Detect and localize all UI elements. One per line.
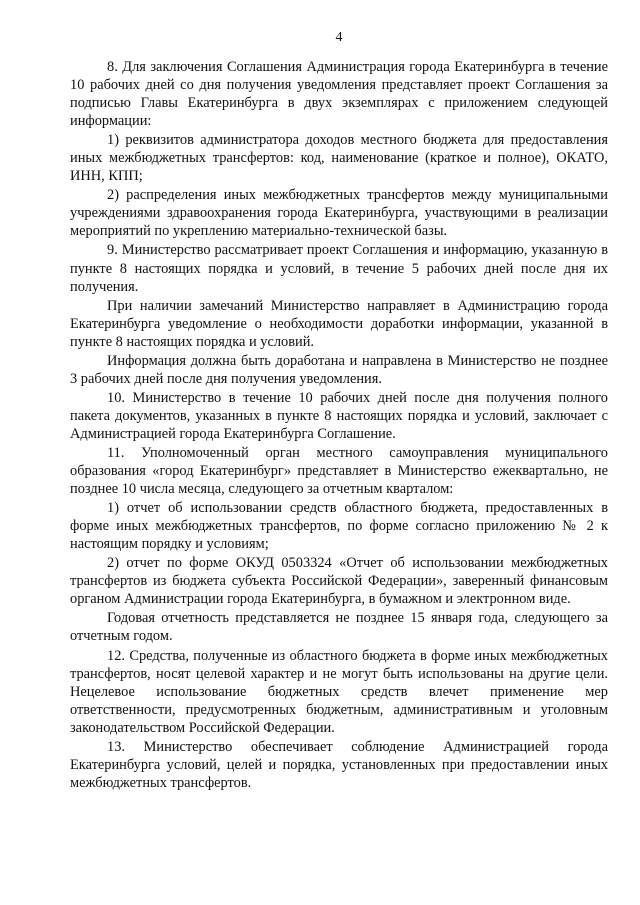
- paragraph-9: 9. Министерство рассматривает проект Соглашения и информацию, указанную в пункте 8 настоящих порядка и условий, в течение 5 рабочих дней после дня их получения.: [70, 242, 608, 295]
- paragraph-11: 11. Уполномоченный орган местного самоуправления муниципального образования «город Екатеринбург» представляет в Министерство ежеквартально, не позднее 10 числа месяца, следующего за отчетным кварталом:: [70, 444, 608, 498]
- paragraph-11-item-1: 1) отчет об использовании средств областного бюджета, предоставленных в форме иных межбюджетных трансфертов, по форме согласно приложению № 2 к настоящим порядку и условиям;: [70, 500, 608, 553]
- paragraph-8: 8. Для заключения Соглашения Администрация города Екатеринбурга в течение 10 рабочих дней со дня получения уведомления представляет проект Соглашения за подписью Главы Екатеринбурга в двух экземплярах с приложением следующей информации:: [70, 59, 608, 130]
- paragraph-10: 10. Министерство в течение 10 рабочих дней после дня получения полного пакета документов, указанных в пункте 8 настоящих порядка и условий, заключает с Администрацией города Екатеринбурга Соглашение.: [70, 389, 608, 442]
- document-body: [70, 58, 608, 792]
- paragraph-11-item-2: 2) отчет по форме ОКУД 0503324 «Отчет об использовании межбюджетных трансфертов из бюджета субъекта Российской Федерации», заверенный финансовым органом Администрации города Екатеринбурга, в бумажном и электронном виде.: [70, 555, 608, 608]
- page-number: 4: [335, 30, 343, 45]
- paragraph-8-item-1: 1) реквизитов администратора доходов местного бюджета для предоставления иных межбюджетных трансфертов: код, наименование (краткое и полное), ОКАТО, ИНН, КПП;: [70, 132, 608, 185]
- paragraph-11-annual: Годовая отчетность представляется не позднее 15 января года, следующего за отчетным годом.: [70, 610, 608, 645]
- paragraph-9-remarks: При наличии замечаний Министерство направляет в Администрацию города Екатеринбурга уведомление о необходимости доработки информации, указанной в пункте 8 настоящих порядка и условий.: [70, 297, 608, 350]
- paragraph-12: 12. Средства, полученные из областного бюджета в форме иных межбюджетных трансфертов, носят целевой характер и не могут быть использованы на другие цели. Нецелевое использование бюджетных средств влечет применение мер ответственности, предусмотренных бюджетным, административным и уголовным законодательством Российской Федерации.: [70, 647, 608, 736]
- paragraph-8-item-2: 2) распределения иных межбюджетных трансфертов между муниципальными учреждениями здравоохранения города Екатеринбурга, участвующими в реализации мероприятий по укреплению материально-технической базы.: [70, 187, 608, 240]
- paragraph-9-revision: Информация должна быть доработана и направлена в Министерство не позднее 3 рабочих дней после дня получения уведомления.: [70, 352, 608, 387]
- paragraph-13: 13. Министерство обеспечивает соблюдение Администрацией города Екатеринбурга условий, целей и порядка, установленных при предоставлении иных межбюджетных трансфертов.: [70, 738, 608, 791]
